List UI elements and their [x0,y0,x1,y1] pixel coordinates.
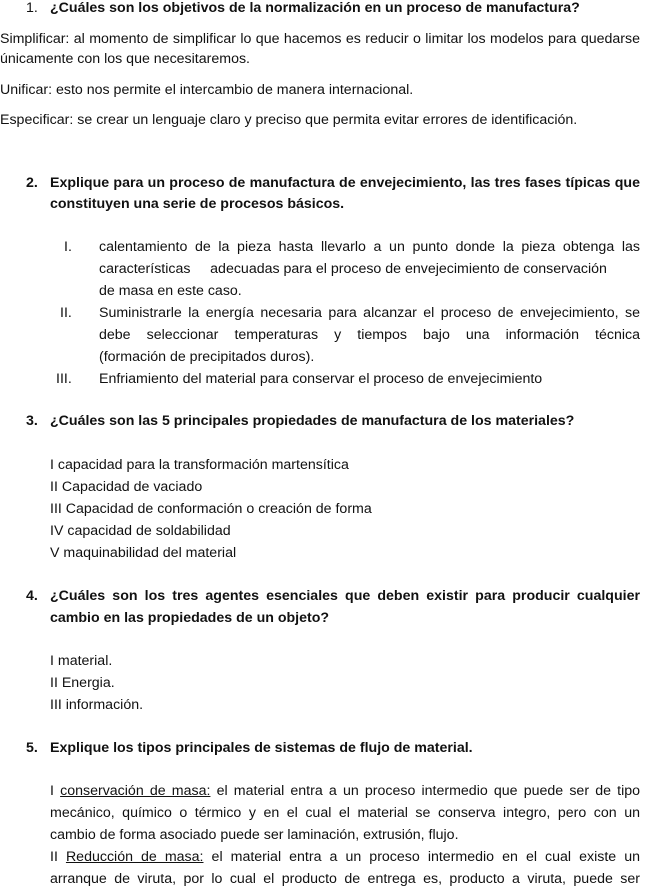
q5-item1-text: el material entra a un proceso intermedio que puede ser de tipo [210,783,641,799]
q1-title: ¿Cuáles son los objetivos de la normalización en un proceso de manufactura? [50,0,580,16]
q1-simplificar-line2: únicamente con los que necesitaremos. [0,51,250,67]
q4-number: 4. [26,588,38,604]
q4-item1: I material. [50,653,113,669]
q4-title-line1: ¿Cuáles son los tres agentes esenciales que deben existir para producir cualquier [50,588,640,604]
q5-number: 5. [26,740,38,756]
q3-item3: III Capacidad de conformación o creación de forma [50,501,372,517]
q5-item1-line3: cambio de forma asociado puede ser laminación, extrusión, flujo. [50,827,459,843]
q5-item2-line1 [50,847,640,867]
q2-item1-line1: calentamiento de la pieza hasta llevarlo a un punto donde la pieza obtenga las [99,239,640,255]
q3-item2: II Capacidad de vaciado [50,479,203,495]
q5-item2-term: Reducción de masa: [65,849,204,865]
q2-number: 2. [26,175,38,191]
q5-item2-line2: arranque de viruta, por lo cual el producto de entrega es, producto a viruta, puede ser [50,871,640,887]
q5-item2-prefix: II [50,849,66,865]
q2-item3-number: III. [56,371,72,387]
q2-item2-number: II. [60,305,72,321]
q5-item1-line1 [50,781,640,801]
q5-item2-text: el material entra a un proceso intermedio en el cual existe un [203,849,640,865]
q3-title: ¿Cuáles son las 5 principales propiedades de manufactura de los materiales? [50,413,575,429]
q4-title-line2: cambio en las propiedades de un objeto? [50,610,330,626]
q2-item2-line3: (formación de precipitados duros). [99,349,315,365]
q1-simplificar-line1: Simplificar: al momento de simplificar lo que hacemos es reducir o limitar los modelos para quedarse [0,31,640,47]
q5-title: Explique los tipos principales de sistemas de flujo de material. [50,740,473,756]
q1-unificar: Unificar: esto nos permite el intercambio de manera internacional. [0,82,414,98]
q2-item3-line1: Enfriamiento del material para conservar el proceso de envejecimiento [99,371,543,387]
q2-item2-line2: debe seleccionar temperaturas y tiempos bajo una información técnica [99,327,640,343]
q2-title-line1: Explique para un proceso de manufactura de envejecimiento, las tres fases típicas que [50,175,640,191]
q1-especificar: Especificar: se crear un lenguaje claro y preciso que permita evitar errores de identificación. [0,112,578,128]
q4-item3: III información. [50,697,144,713]
q1-number: 1. [26,0,38,16]
q5-item1-prefix: I [50,783,61,799]
q2-item1-number: I. [64,239,72,255]
q2-item2-line1: Suministrarle la energía necesaria para alcanzar el proceso de envejecimiento, se [99,305,640,321]
q3-number: 3. [26,413,38,429]
q3-item1: I capacidad para la transformación martensítica [50,457,349,473]
q4-item2: II Energia. [50,675,115,691]
q2-item1-line3: de masa en este caso. [99,283,242,299]
q3-item5: V maquinabilidad del material [50,545,237,561]
q5-item1-term: conservación de masa: [60,783,211,799]
q2-title-line2: constituyen una serie de procesos básicos. [50,196,345,212]
q3-item4: IV capacidad de soldabilidad [50,523,231,539]
q5-item1-line2: mecánico, químico o térmico y en el cual el material se conserva integro, pero con un [50,805,640,821]
q2-item1-line2: características adecuadas para el proceso de envejecimiento de conservación [99,261,607,277]
